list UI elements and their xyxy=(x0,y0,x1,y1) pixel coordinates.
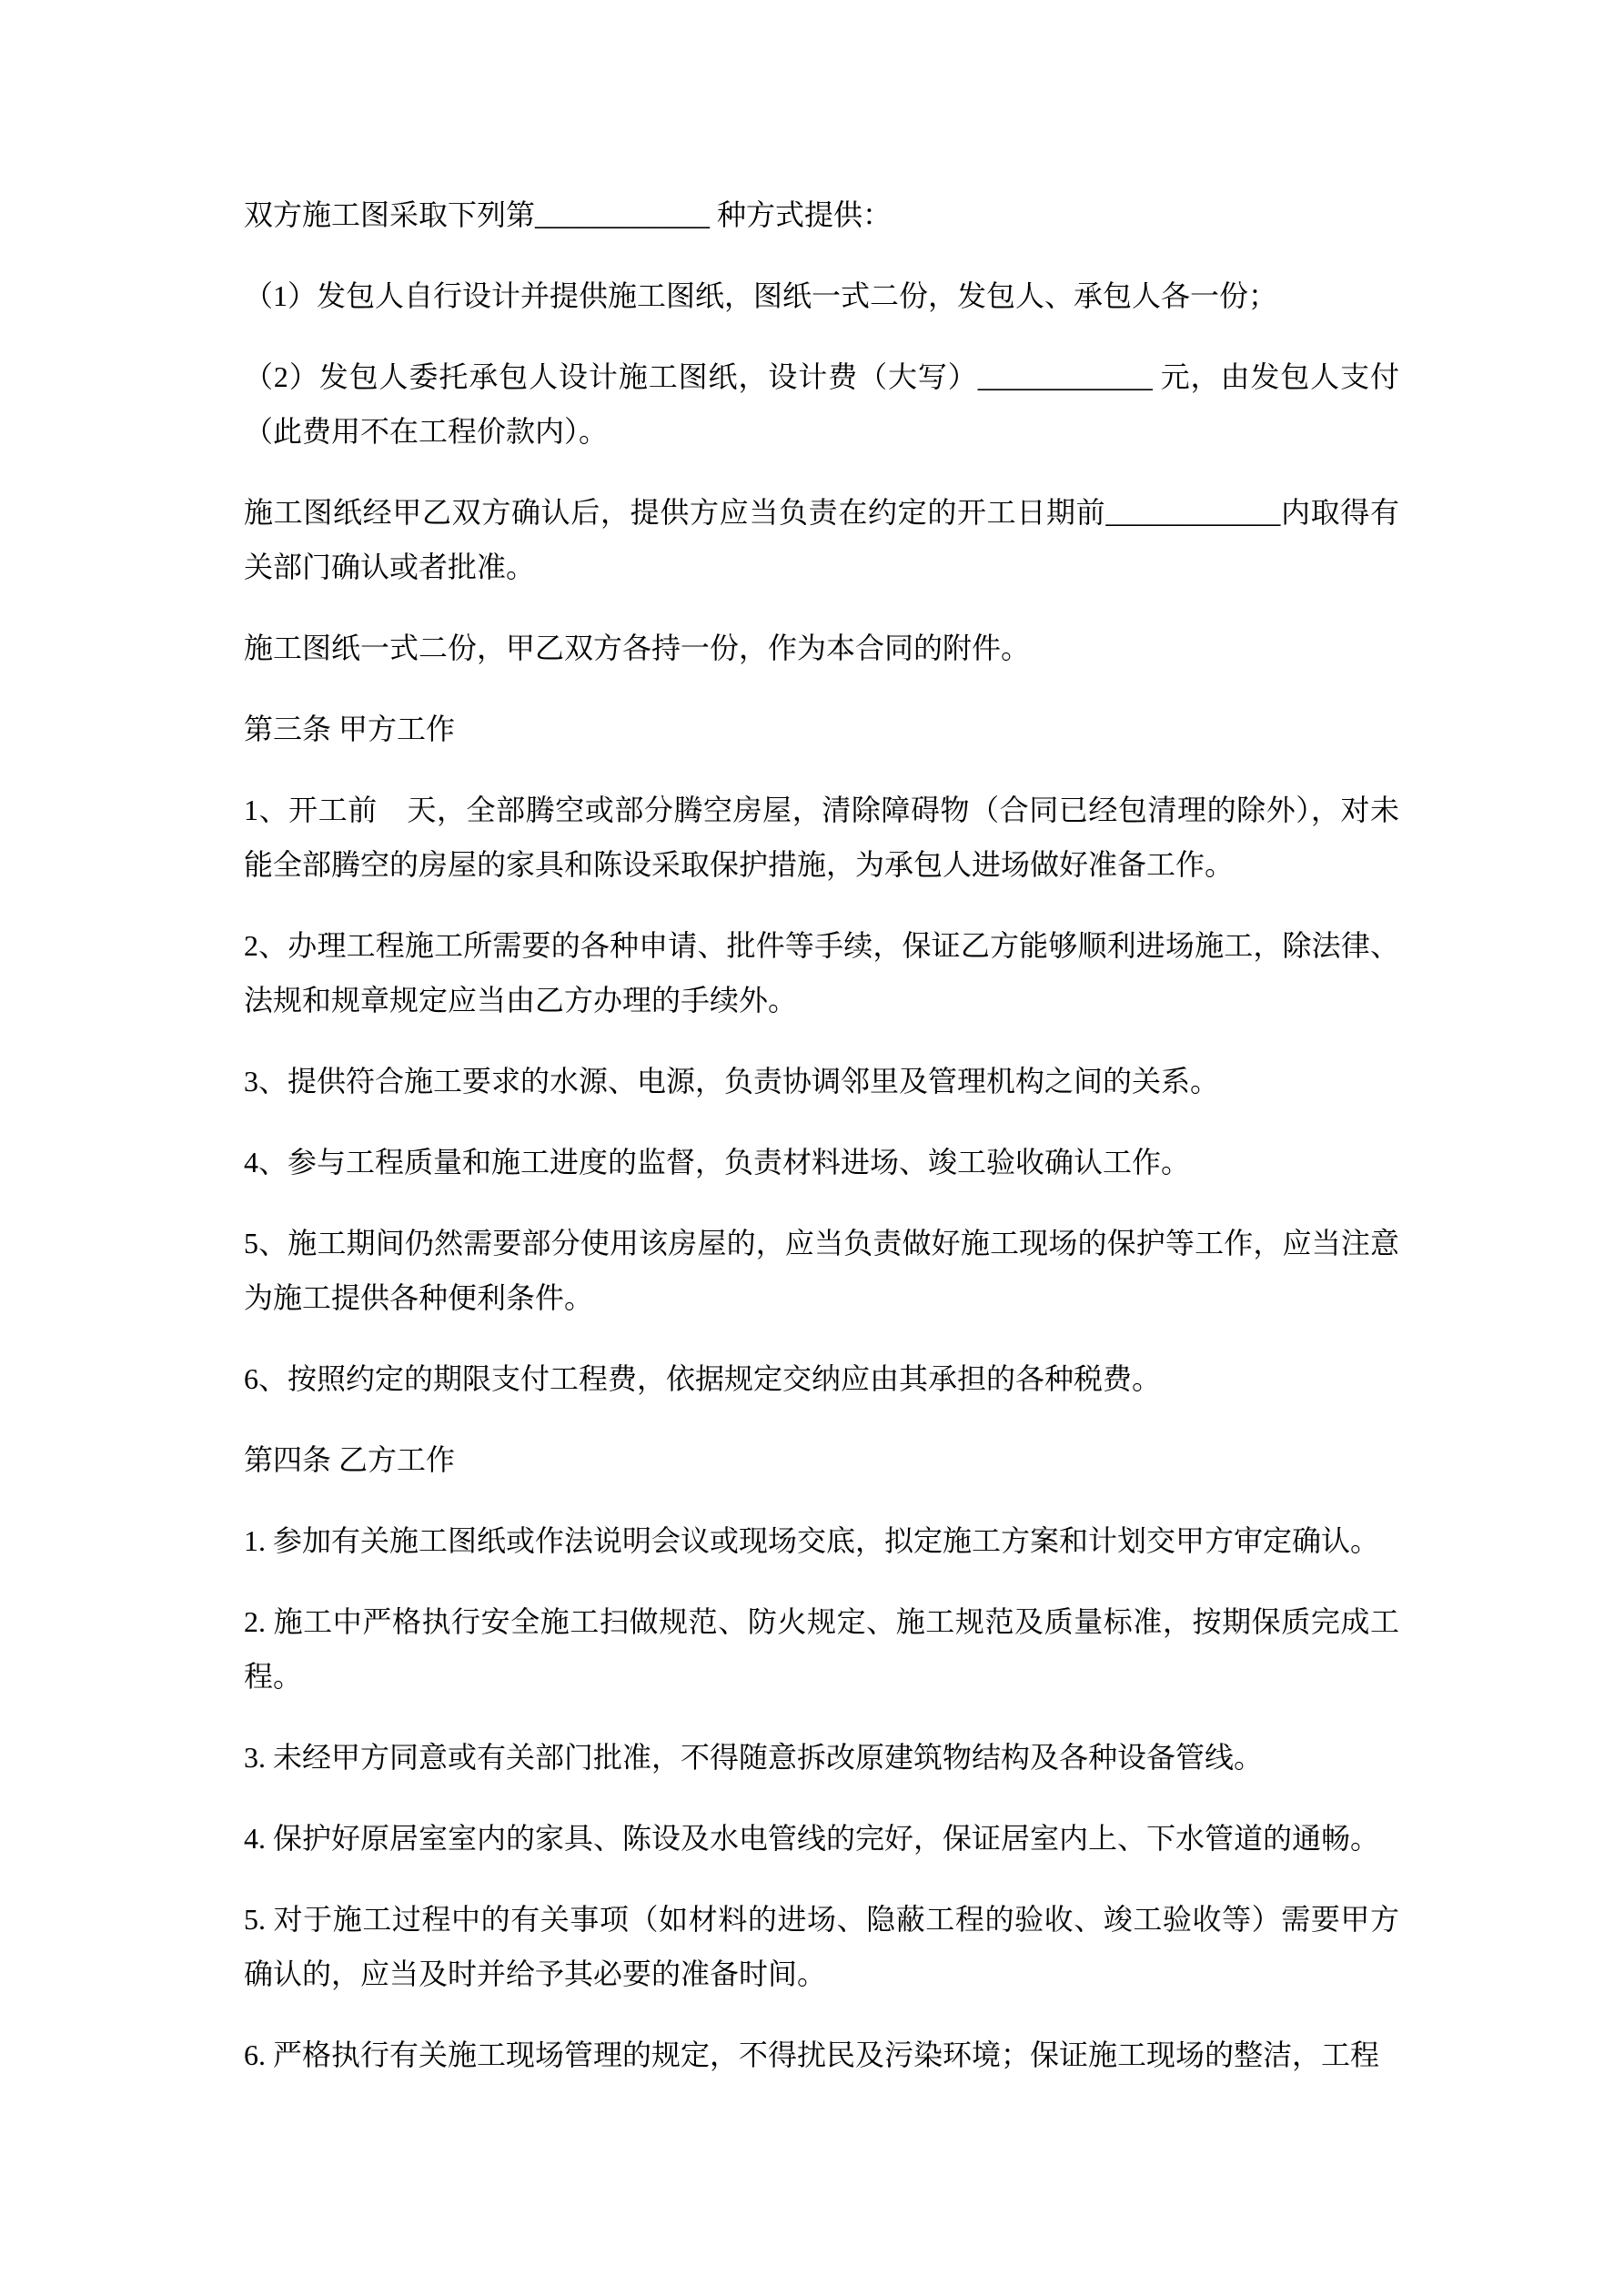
paragraph-drawing-copies: 施工图纸一式二份，甲乙双方各持一份，作为本合同的附件。 xyxy=(244,632,1031,664)
paragraph-party-a-item-4: 4、参与工程质量和施工进度的监督，负责材料进场、竣工验收确认工作。 xyxy=(244,1146,1191,1178)
paragraph-party-a-item-5: 5、施工期间仍然需要部分使用该房屋的，应当负责做好施工现场的保护等工作，应当注意为施工提供各种便利条件。 xyxy=(244,1227,1399,1314)
section-heading-article-4: 第四条 乙方工作 xyxy=(244,1443,456,1476)
paragraph-party-b-item-6: 6. 严格执行有关施工现场管理的规定，不得扰民及污染环境；保证施工现场的整洁，工程 xyxy=(244,2038,1380,2071)
paragraph-party-b-item-2: 2. 施工中严格执行安全施工扫做规范、防火规定、施工规范及质量标准，按期保质完成工程。 xyxy=(244,1605,1399,1693)
paragraph-party-b-item-1: 1. 参加有关施工图纸或作法说明会议或现场交底，拟定施工方案和计划交甲方审定确认。 xyxy=(244,1524,1380,1557)
paragraph-party-b-item-3: 3. 未经甲方同意或有关部门批准，不得随意拆改原建筑物结构及各种设备管线。 xyxy=(244,1741,1264,1774)
paragraph-party-a-item-2: 2、办理工程施工所需要的各种申请、批件等手续，保证乙方能够顺利进场施工，除法律、法规和规章规定应当由乙方办理的手续外。 xyxy=(244,929,1399,1017)
paragraph-party-a-item-3: 3、提供符合施工要求的水源、电源，负责协调邻里及管理机构之间的关系。 xyxy=(244,1065,1220,1097)
paragraph-party-b-item-5: 5. 对于施工过程中的有关事项（如材料的进场、隐蔽工程的验收、竣工验收等）需要甲方确认的，应当及时并给予其必要的准备时间。 xyxy=(244,1903,1399,1990)
paragraph-option-1: （1）发包人自行设计并提供施工图纸，图纸一式二份，发包人、承包人各一份； xyxy=(244,279,1278,312)
paragraph-drawing-confirmation: 施工图纸经甲乙双方确认后，提供方应当负责在约定的开工日期前____________内取得有关部门确认或者批准。 xyxy=(244,496,1399,583)
paragraph-option-2: （2）发包人委托承包人设计施工图纸，设计费（大写）____________ 元，由发包人支付（此费用不在工程价款内）。 xyxy=(244,360,1399,448)
paragraph-drawing-provision-method: 双方施工图采取下列第____________ 种方式提供： xyxy=(244,198,893,231)
section-heading-article-3: 第三条 甲方工作 xyxy=(244,713,456,745)
paragraph-party-b-item-4: 4. 保护好原居室室内的家具、陈设及水电管线的完好，保证居室内上、下水管道的通畅。 xyxy=(244,1822,1380,1855)
paragraph-party-a-item-6: 6、按照约定的期限支付工程费，依据规定交纳应由其承担的各种税费。 xyxy=(244,1362,1162,1395)
paragraph-party-a-item-1: 1、开工前 天，全部腾空或部分腾空房屋，清除障碍物（合同已经包清理的除外），对未能全部腾空的房屋的家具和陈设采取保护措施，为承包人进场做好准备工作。 xyxy=(244,794,1399,881)
